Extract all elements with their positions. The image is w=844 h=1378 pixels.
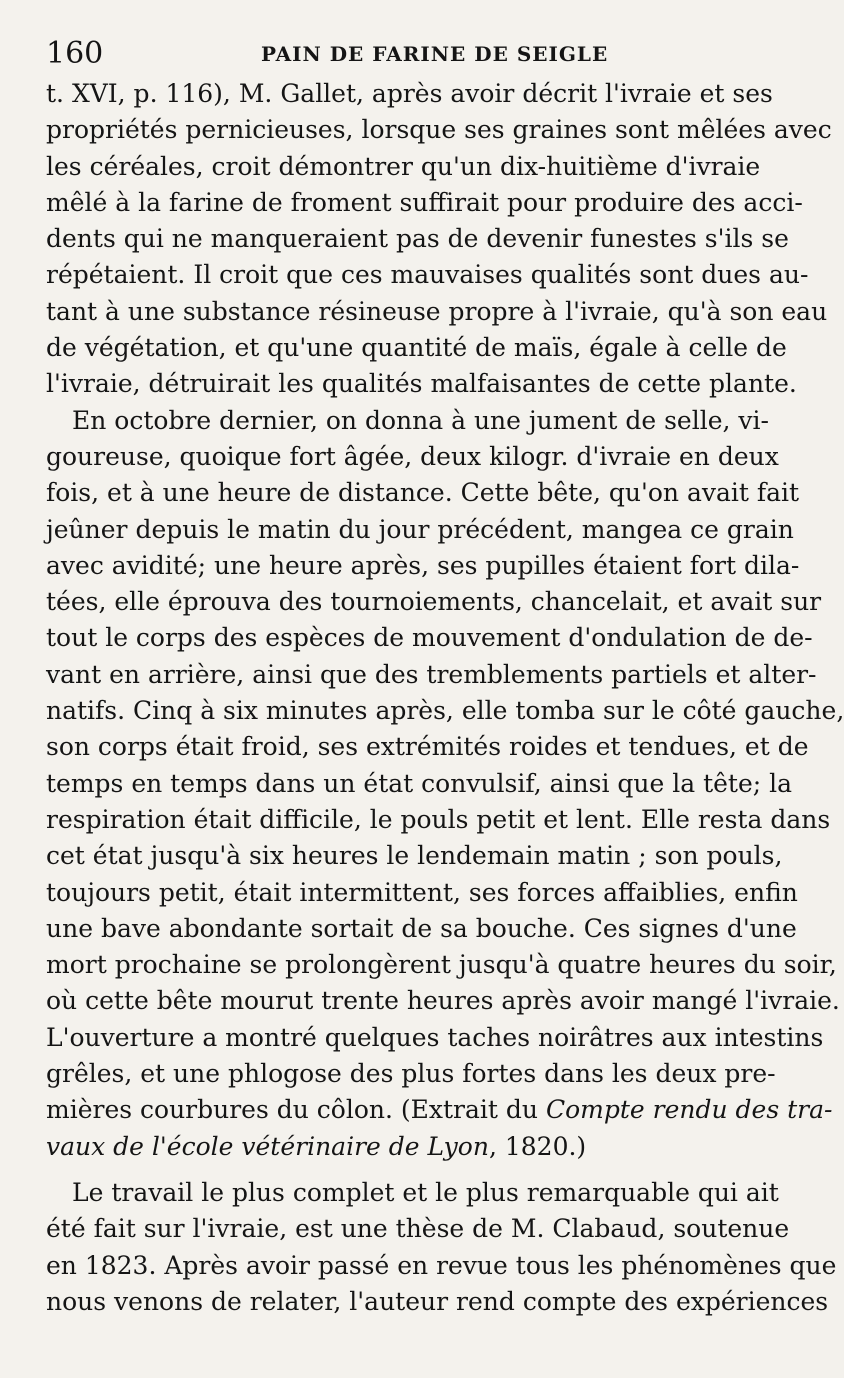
- text-line: mort prochaine se prolongèrent jusqu'à quatre heures du soir,: [46, 950, 837, 980]
- text-line: tant à une substance résineuse propre à l'ivraie, qu'à son eau: [46, 296, 828, 326]
- text-line: où cette bête mourut trente heures après avoir mangé l'ivraie.: [46, 986, 840, 1016]
- page-number: 160: [46, 36, 104, 71]
- text-line: goureuse, quoique fort âgée, deux kilogr. d'ivraie en deux: [46, 441, 779, 471]
- text-line: t. XVI, p. 116), M. Gallet, après avoir décrit l'ivraie et ses: [46, 79, 773, 108]
- text-line: Le travail le plus complet et le plus remarquable qui ait: [72, 1177, 779, 1207]
- text-line: propriétés pernicieuses, lorsque ses graines sont mêlées avec: [46, 115, 832, 145]
- text-line: cet état jusqu'à six heures le lendemain matin ; son pouls,: [46, 841, 783, 871]
- text-line: tées, elle éprouva des tournoiements, chancelait, et avait sur: [46, 587, 822, 617]
- text-line: son corps était froid, ses extrémités roides et tendues, et de: [46, 732, 809, 762]
- text-line: respiration était difficile, le pouls petit et lent. Elle resta dans: [46, 804, 831, 834]
- text-line: nous venons de relater, l'auteur rend compte des expériences: [46, 1286, 829, 1316]
- text-line: une bave abondante sortait de sa bouche. Ces signes d'une: [46, 913, 797, 943]
- running-title: PAIN DE FARINE DE SEIGLE: [261, 42, 609, 66]
- text-segment: , 1820.): [488, 1131, 587, 1161]
- text-line: les céréales, croit démontrer qu'un dix-huitième d'ivraie: [46, 151, 761, 181]
- text-line: En octobre dernier, on donna à une jument de selle, vi-: [72, 405, 769, 435]
- text-segment: mières courbures du côlon. (Extrait du: [46, 1095, 538, 1125]
- text-line: [46, 1129, 760, 1165]
- text-line: dents qui ne manqueraient pas de devenir funestes s'ils se: [46, 224, 789, 254]
- text-line: de végétation, et qu'une quantité de maïs, égale à celle de: [46, 333, 787, 363]
- text-line: l'ivraie, détruirait les qualités malfaisantes de cette plante.: [46, 369, 797, 399]
- citation-title: Compte rendu des tra-: [545, 1095, 833, 1125]
- text-line: natifs. Cinq à six minutes après, elle tomba sur le côté gauche,: [46, 696, 844, 726]
- text-line: grêles, et une phlogose des plus fortes dans les deux pre-: [46, 1059, 776, 1089]
- citation-title: vaux de l'école vétérinaire de Lyon: [46, 1131, 489, 1161]
- text-line: été fait sur l'ivraie, est une thèse de M. Clabaud, soutenue: [46, 1214, 790, 1244]
- paragraph-gap: [46, 1165, 760, 1175]
- text-line: jeûner depuis le matin du jour précédent, mangea ce grain: [46, 514, 794, 544]
- body-text: [46, 76, 844, 1320]
- text-line: répétaient. Il croit que ces mauvaises qualités sont dues au-: [46, 260, 809, 290]
- text-line: vant en arrière, ainsi que des tremblements partiels et alter-: [46, 659, 817, 689]
- text-line: mêlé à la farine de froment suffirait pour produire des acci-: [46, 187, 803, 217]
- text-line: avec avidité; une heure après, ses pupilles étaient fort dila-: [46, 550, 800, 580]
- text-line: L'ouverture a montré quelques taches noirâtres aux intestins: [46, 1022, 824, 1052]
- text-line: [46, 1092, 833, 1128]
- text-line: tout le corps des espèces de mouvement d'ondulation de de-: [46, 623, 813, 653]
- text-line: temps en temps dans un état convulsif, ainsi que la tête; la: [46, 768, 793, 798]
- text-line: en 1823. Après avoir passé en revue tous les phénomènes que: [46, 1250, 837, 1280]
- text-line: toujours petit, était intermittent, ses forces affaiblies, enfin: [46, 877, 798, 907]
- text-line: fois, et à une heure de distance. Cette bête, qu'on avait fait: [46, 478, 800, 508]
- page-header: [46, 34, 760, 74]
